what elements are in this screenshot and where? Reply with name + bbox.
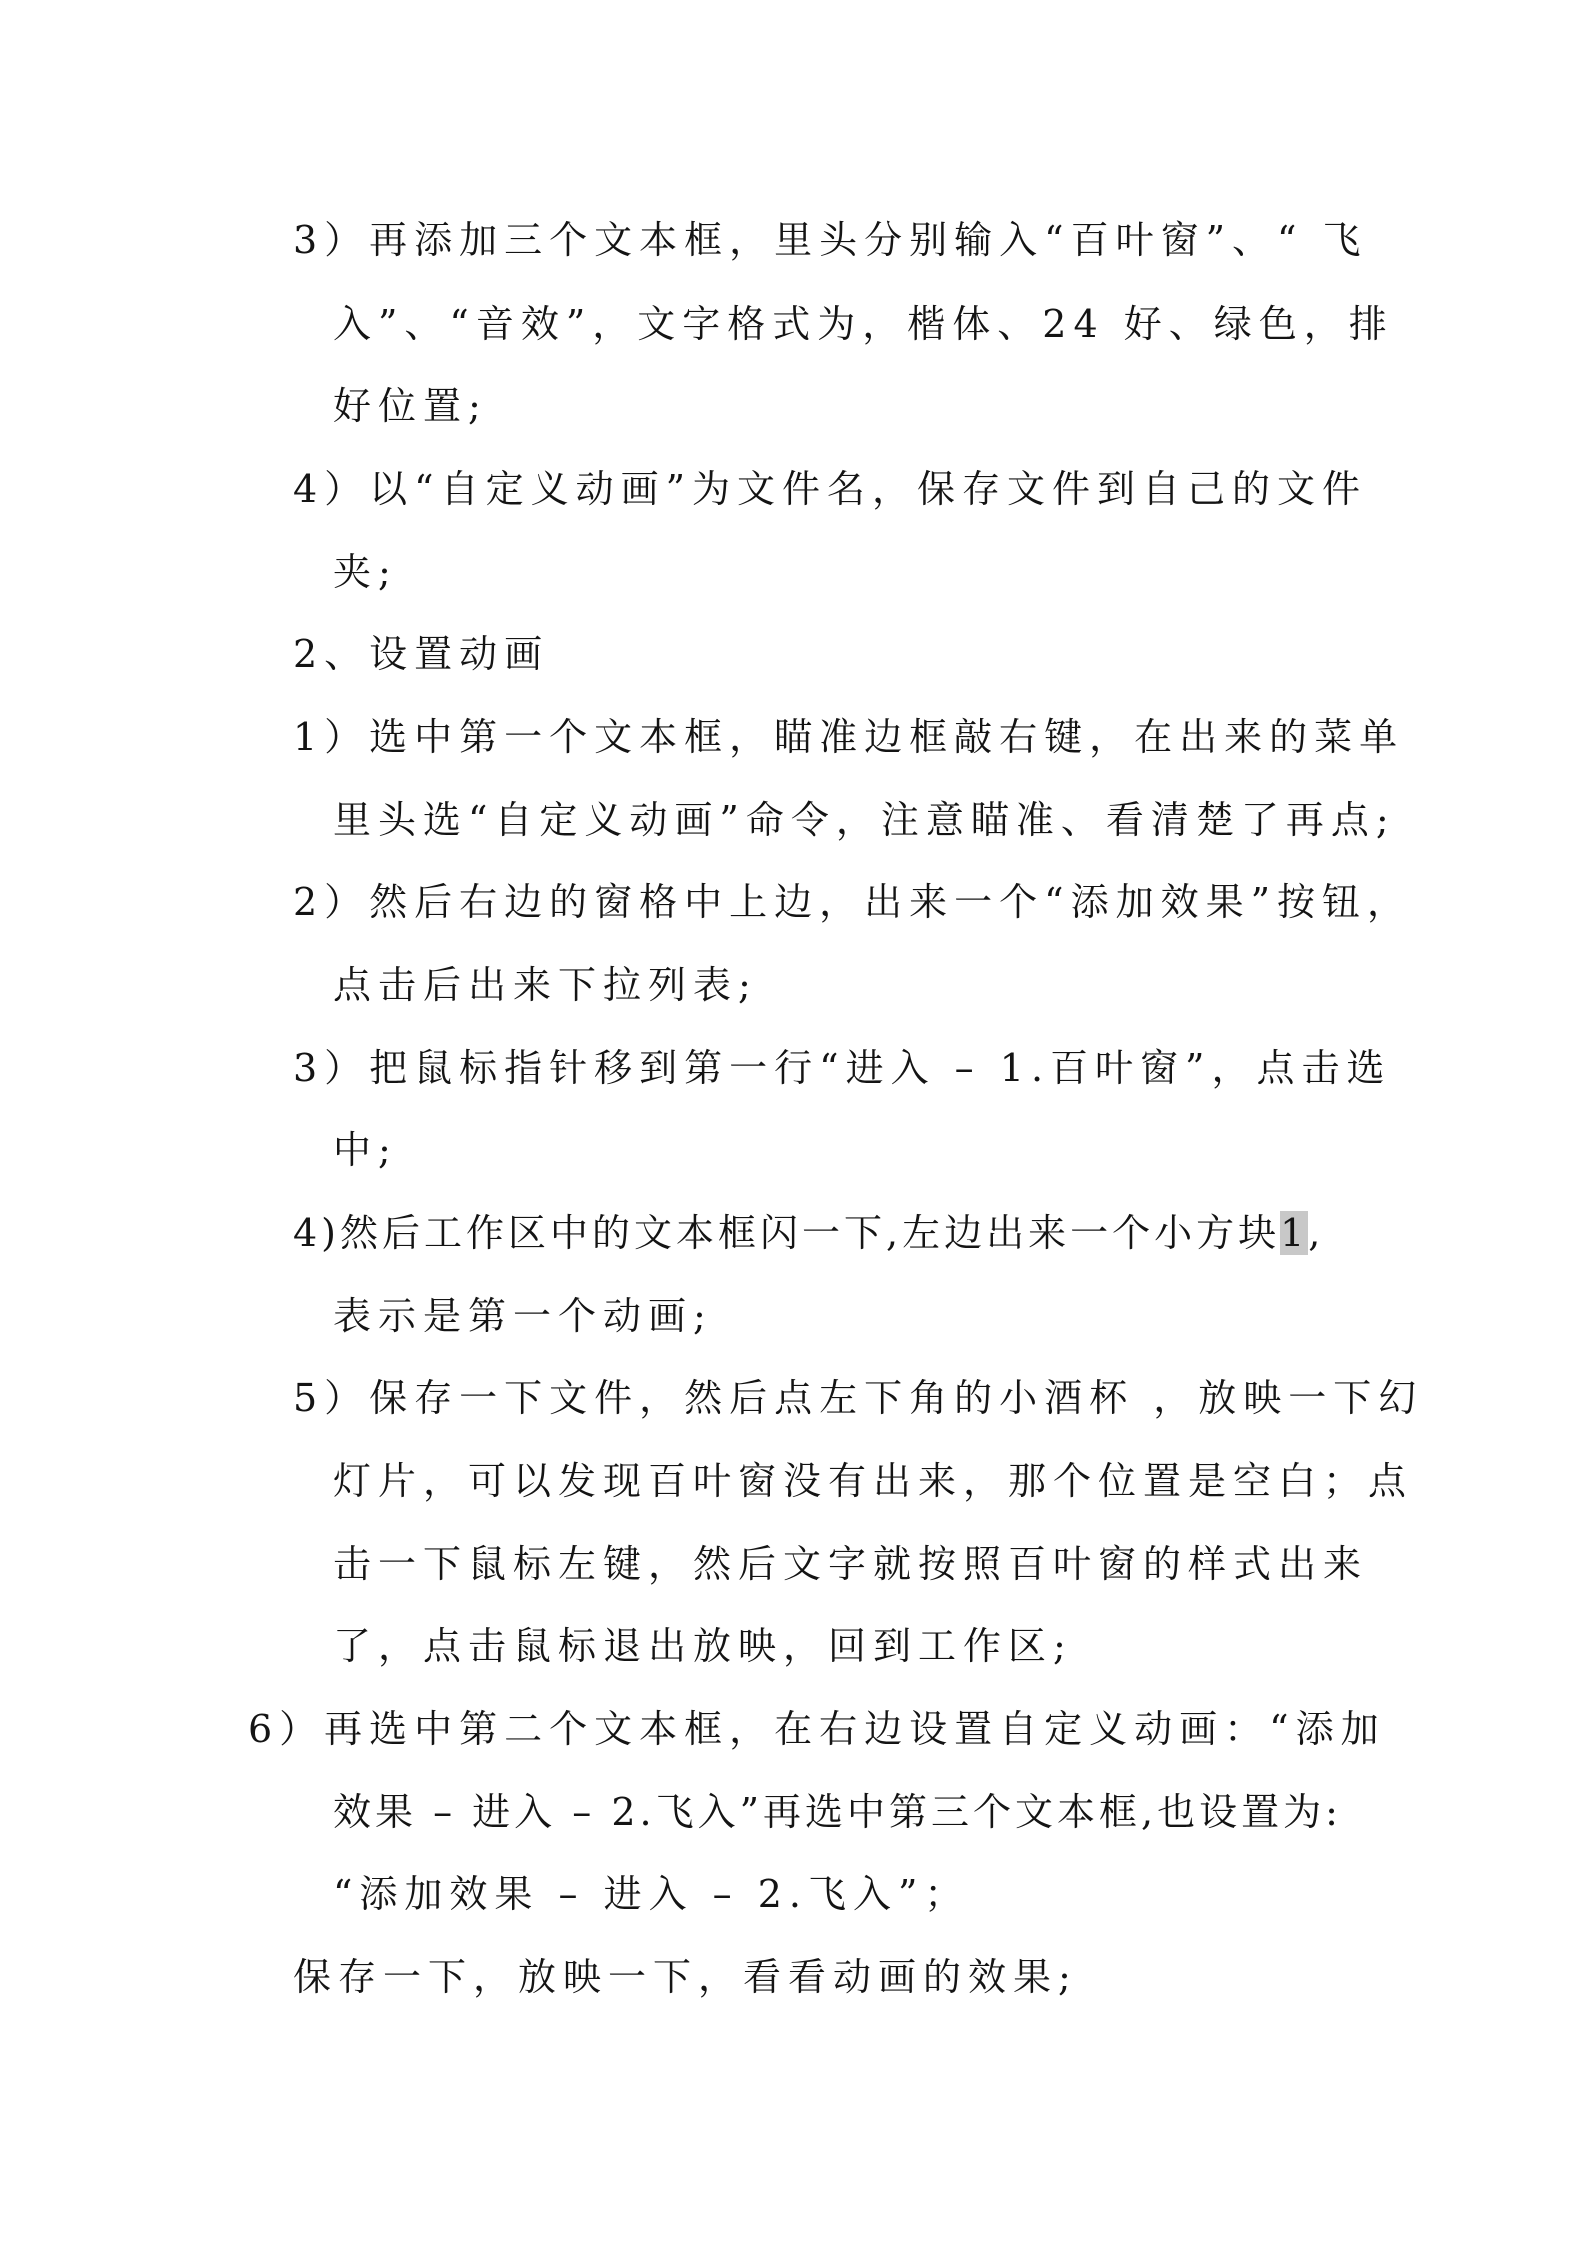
text-line: “添加效果 – 进入 – 2.飞入”； — [333, 1872, 970, 1916]
text-line-body: 4)然后工作区中的文本框闪一下,左边出来一个小方块 — [293, 1211, 1281, 1255]
text-line: 灯片，可以发现百叶窗没有出来，那个位置是空白；点 — [333, 1459, 1414, 1503]
text-line: 1）选中第一个文本框，瞄准边框敲右键，在出来的菜单 — [293, 715, 1405, 759]
text-line: 表示是第一个动画; — [333, 1294, 713, 1338]
text-line: 夹; — [333, 550, 398, 594]
text-line: 中; — [333, 1128, 398, 1172]
text-line: 2）然后右边的窗格中上边，出来一个“添加效果”按钮， — [293, 880, 1413, 924]
text-line: 6）再选中第二个文本框，在右边设置自定义动画：“添加 — [248, 1707, 1386, 1751]
text-line: 了，点击鼠标退出放映，回到工作区; — [333, 1624, 1073, 1668]
text-line: 4）以“自定义动画”为文件名，保存文件到自己的文件 — [293, 467, 1368, 511]
text-line: 3）把鼠标指针移到第一行“进入 – 1.百叶窗”，点击选 — [293, 1046, 1392, 1090]
text-line: 击一下鼠标左键，然后文字就按照百叶窗的样式出来 — [333, 1542, 1369, 1586]
text-line: 5）保存一下文件，然后点左下角的小酒杯 ，放映一下幻 — [293, 1376, 1424, 1420]
highlighted-number: 1 — [1280, 1211, 1309, 1255]
text-line: 入”、“音效”，文字格式为，楷体、24 好、绿色，排 — [333, 302, 1394, 346]
text-line: 里头选“自定义动画”命令，注意瞄准、看清楚了再点; — [333, 798, 1396, 842]
comma-mark: , — [1308, 1211, 1325, 1255]
text-line — [293, 1207, 1324, 1259]
text-line: 效果 – 进入 – 2.飞入”再选中第三个文本框,也设置为: — [333, 1790, 1342, 1834]
text-line: 3）再添加三个文本框，里头分别输入“百叶窗”、“ 飞 — [293, 218, 1368, 262]
section-heading: 2、设置动画 — [293, 632, 550, 676]
text-line: 好位置; — [333, 384, 488, 428]
text-line: 点击后出来下拉列表; — [333, 963, 758, 1007]
text-line: 保存一下，放映一下，看看动画的效果; — [293, 1955, 1078, 1999]
